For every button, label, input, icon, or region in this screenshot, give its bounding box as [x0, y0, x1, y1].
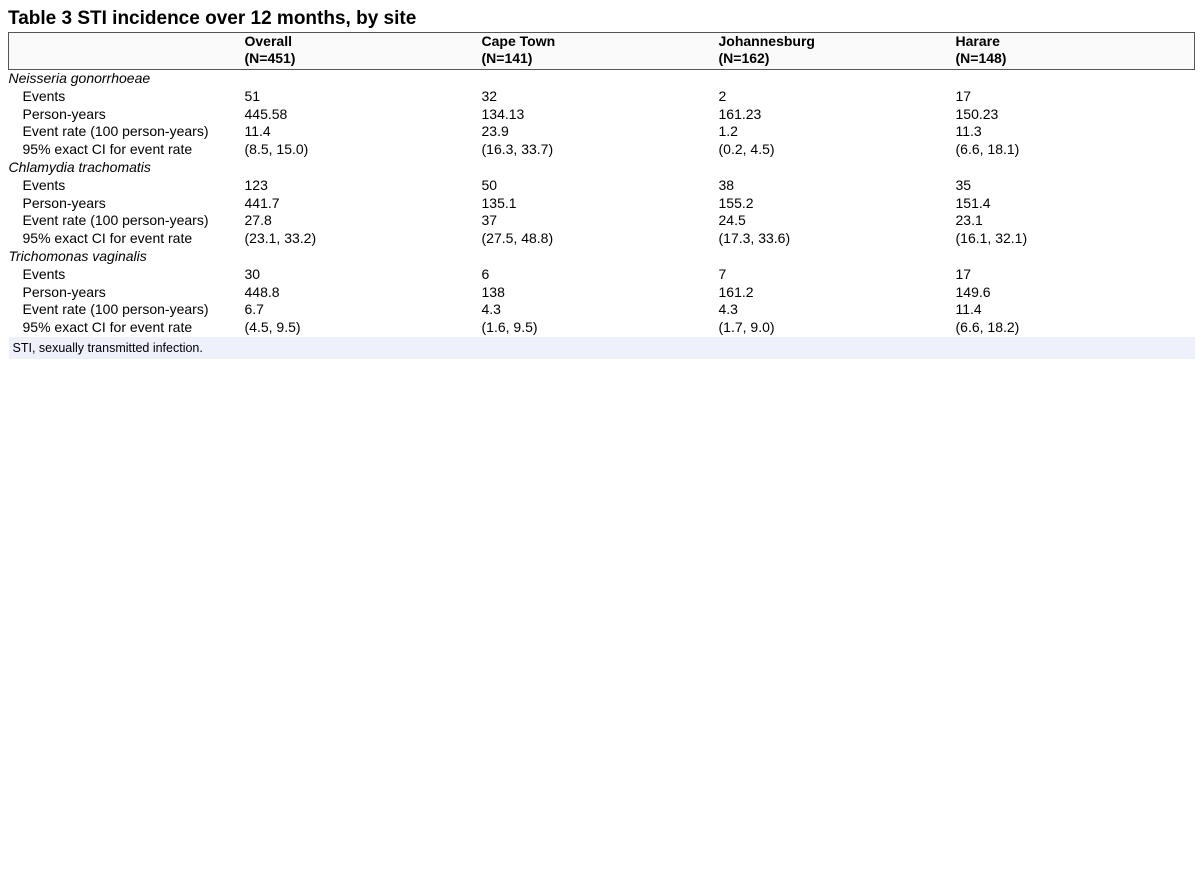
row-label: Event rate (100 person-years)	[22, 123, 209, 140]
cell-harare: 151.4	[955, 194, 991, 211]
cell-harare: 17	[955, 87, 972, 104]
table-row	[9, 319, 1195, 337]
cell-harare: 17	[955, 265, 972, 282]
cell-overall: 30	[244, 265, 261, 282]
table-footnote: STI, sexually transmitted infection.	[9, 337, 1195, 359]
cell-harare: 35	[955, 176, 972, 193]
cell-overall: 448.8	[244, 283, 280, 300]
row-label: Events	[22, 265, 66, 282]
row-label: 95% exact CI for event rate	[22, 319, 193, 336]
table-row	[9, 88, 1195, 106]
cell-harare: 23.1	[955, 212, 983, 229]
group-label: Chlamydia trachomatis	[8, 158, 151, 175]
cell-overall: 123	[244, 176, 268, 193]
cell-johannesburg: 161.23	[718, 105, 762, 122]
table-row	[9, 195, 1195, 213]
cell-harare: (6.6, 18.2)	[955, 319, 1020, 336]
header-johannesburg-n: (N=162)	[718, 50, 770, 66]
row-label: Person-years	[22, 194, 106, 211]
cell-harare: 149.6	[955, 283, 991, 300]
cell-overall: 11.4	[244, 123, 271, 140]
group-row	[9, 159, 1195, 177]
cell-harare: (6.6, 18.1)	[955, 141, 1020, 158]
cell-overall: 51	[244, 87, 261, 104]
cell-johannesburg: 2	[718, 87, 727, 104]
header-cape-town-name: Cape Town	[481, 33, 556, 49]
cell-overall: 27.8	[244, 212, 272, 229]
header-johannesburg	[719, 33, 956, 70]
cell-cape-town: 32	[481, 87, 498, 104]
cell-johannesburg: 161.2	[718, 283, 754, 300]
header-cape-town	[482, 33, 719, 70]
row-label: Event rate (100 person-years)	[22, 212, 209, 229]
table-container	[8, 6, 1194, 359]
row-label: Person-years	[22, 105, 106, 122]
cell-johannesburg: 24.5	[718, 212, 746, 229]
table-title: Table 3 STI incidence over 12 months, by site	[8, 8, 417, 29]
cell-cape-town: 4.3	[481, 301, 501, 318]
cell-harare: 11.3	[955, 123, 982, 140]
header-harare-n: (N=148)	[955, 50, 1007, 66]
row-label: 95% exact CI for event rate	[22, 230, 193, 247]
cell-overall: 6.7	[244, 301, 264, 318]
cell-overall: 441.7	[244, 194, 280, 211]
header-cape-town-n: (N=141)	[481, 50, 533, 66]
cell-harare: 150.23	[955, 105, 999, 122]
cell-johannesburg: (17.3, 33.6)	[718, 230, 791, 247]
group-label: Trichomonas vaginalis	[8, 247, 147, 264]
row-label: Events	[22, 87, 66, 104]
group-row	[9, 248, 1195, 266]
table-row	[9, 284, 1195, 302]
cell-johannesburg: 4.3	[718, 301, 738, 318]
table-row	[9, 141, 1195, 159]
cell-cape-town: 37	[481, 212, 498, 229]
cell-cape-town: 134.13	[481, 105, 525, 122]
cell-overall: (4.5, 9.5)	[244, 319, 301, 336]
cell-overall: (8.5, 15.0)	[244, 141, 309, 158]
cell-johannesburg: (0.2, 4.5)	[718, 141, 775, 158]
cell-cape-town: 50	[481, 176, 498, 193]
cell-cape-town: (1.6, 9.5)	[481, 319, 538, 336]
row-label: 95% exact CI for event rate	[22, 141, 193, 158]
cell-harare: (16.1, 32.1)	[955, 230, 1028, 247]
cell-johannesburg: 38	[718, 176, 735, 193]
header-johannesburg-name: Johannesburg	[718, 33, 815, 49]
header-overall	[245, 33, 482, 70]
cell-harare: 11.4	[955, 301, 982, 318]
table-row	[9, 106, 1195, 124]
cell-overall: (23.1, 33.2)	[244, 230, 317, 247]
table-row	[9, 212, 1195, 230]
table-row	[9, 266, 1195, 284]
table-row	[9, 177, 1195, 195]
footnote-row	[9, 337, 1195, 359]
cell-johannesburg: 1.2	[718, 123, 738, 140]
cell-cape-town: (16.3, 33.7)	[481, 141, 554, 158]
cell-johannesburg: (1.7, 9.0)	[718, 319, 775, 336]
header-harare	[956, 33, 1195, 70]
header-row	[9, 33, 1195, 70]
row-label: Event rate (100 person-years)	[22, 301, 209, 318]
table-row	[9, 230, 1195, 248]
cell-johannesburg: 7	[718, 265, 727, 282]
header-blank-cell	[9, 33, 245, 70]
cell-cape-town: 135.1	[481, 194, 517, 211]
row-label: Person-years	[22, 283, 106, 300]
cell-cape-town: 6	[481, 265, 490, 282]
cell-cape-town: (27.5, 48.8)	[481, 230, 554, 247]
header-harare-name: Harare	[955, 33, 1000, 49]
cell-cape-town: 138	[481, 283, 505, 300]
cell-overall: 445.58	[244, 105, 288, 122]
group-row	[9, 70, 1195, 88]
cell-johannesburg: 155.2	[718, 194, 754, 211]
header-overall-name: Overall	[244, 33, 292, 49]
row-label: Events	[22, 176, 66, 193]
sti-incidence-table	[8, 32, 1195, 359]
group-label: Neisseria gonorrhoeae	[8, 70, 151, 86]
table-row	[9, 301, 1195, 319]
header-overall-n: (N=451)	[244, 50, 296, 66]
cell-cape-town: 23.9	[481, 123, 509, 140]
table-row	[9, 123, 1195, 141]
